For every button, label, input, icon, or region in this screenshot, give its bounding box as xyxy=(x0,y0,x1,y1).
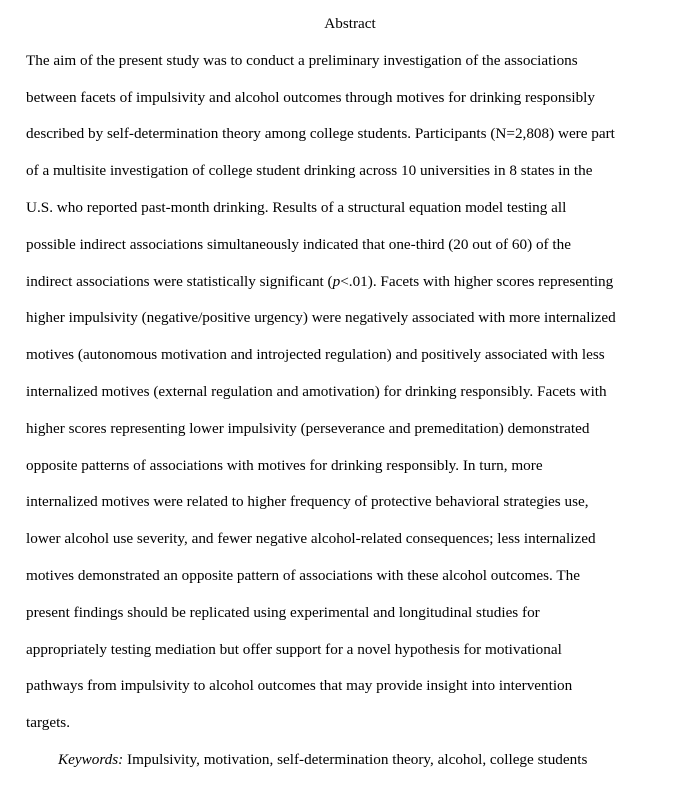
abstract-line-9: motives (autonomous motivation and introjected regulation) and positively associated with less xyxy=(26,346,605,363)
keywords-text: Impulsivity, motivation, self-determination theory, alcohol, college students xyxy=(123,751,588,768)
abstract-line-17: appropriately testing mediation but offer support for a novel hypothesis for motivational xyxy=(26,641,562,658)
abstract-line-8: higher impulsivity (negative/positive urgency) were negatively associated with more internalized xyxy=(26,309,616,326)
p-value-symbol: p xyxy=(332,273,341,290)
abstract-line-16: present findings should be replicated using experimental and longitudinal studies for xyxy=(26,604,540,621)
abstract-line-7-end: <.01). Facets with higher scores representing xyxy=(340,273,614,290)
abstract-title: Abstract xyxy=(324,15,376,32)
abstract-line-2: between facets of impulsivity and alcohol outcomes through motives for drinking responsibly xyxy=(26,89,595,106)
keywords-label: Keywords: xyxy=(58,751,124,768)
abstract-line-18: pathways from impulsivity to alcohol outcomes that may provide insight into intervention xyxy=(26,677,573,694)
abstract-line-5: U.S. who reported past-month drinking. Results of a structural equation model testing all xyxy=(26,199,567,216)
abstract-line-1: The aim of the present study was to conduct a preliminary investigation of the associations xyxy=(26,52,578,69)
abstract-line-15: motives demonstrated an opposite pattern of associations with these alcohol outcomes. The xyxy=(26,567,580,584)
abstract-line-11: higher scores representing lower impulsivity (perseverance and premeditation) demonstrated xyxy=(26,420,590,437)
abstract-line-7 xyxy=(26,272,613,292)
abstract-line-13: internalized motives were related to higher frequency of protective behavioral strategies use, xyxy=(26,493,589,510)
abstract-line-7-start: indirect associations were statistically significant ( xyxy=(26,273,333,290)
abstract-line-10: internalized motives (external regulation and amotivation) for drinking responsibly. Facets with xyxy=(26,383,607,400)
abstract-line-3: described by self-determination theory among college students. Participants (N=2,808) were part xyxy=(26,125,615,142)
abstract-line-14: lower alcohol use severity, and fewer negative alcohol-related consequences; less internalized xyxy=(26,530,596,547)
abstract-line-6: possible indirect associations simultaneously indicated that one-third (20 out of 60) of the xyxy=(26,236,571,253)
abstract-line-12: opposite patterns of associations with motives for drinking responsibly. In turn, more xyxy=(26,457,543,474)
abstract-line-19: targets. xyxy=(26,714,71,731)
abstract-line-4: of a multisite investigation of college student drinking across 10 universities in 8 states in the xyxy=(26,162,593,179)
keywords-line xyxy=(58,750,587,770)
